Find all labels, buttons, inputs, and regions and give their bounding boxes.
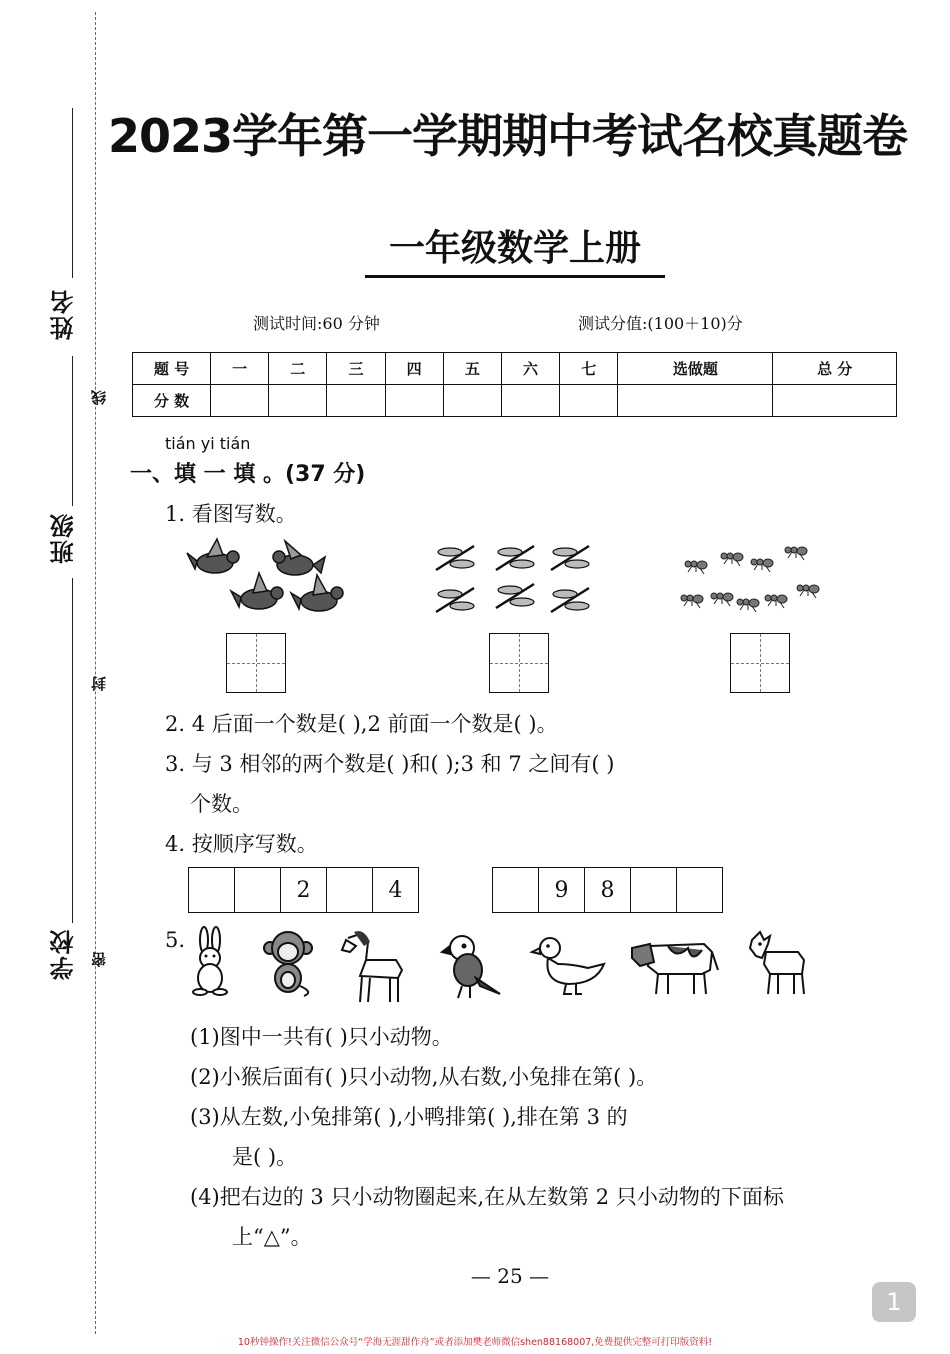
sequence-cell[interactable] xyxy=(235,868,281,912)
score-table-cell: 四 xyxy=(385,353,443,385)
number-sequence-1 xyxy=(188,867,419,913)
name-write-line xyxy=(72,108,73,278)
sequence-cell[interactable] xyxy=(327,868,373,912)
score-table-cell: 一 xyxy=(211,353,269,385)
answer-box-birds[interactable] xyxy=(226,633,286,693)
score-table-cell: 分 数 xyxy=(133,385,211,417)
score-input-cell[interactable] xyxy=(327,385,385,417)
dragonfly-icon xyxy=(430,540,595,620)
question-2: 2. 4 后面一个数是( ),2 前面一个数是( )。 xyxy=(165,712,558,736)
section1-pinyin: tián yi tián xyxy=(165,434,251,453)
score-input-cell[interactable] xyxy=(618,385,773,417)
number-sequence-2 xyxy=(492,867,723,913)
section1-heading: 一、填 一 填 。(37 分) xyxy=(130,462,366,487)
sequence-cell[interactable] xyxy=(631,868,677,912)
seal-char: 封 xyxy=(90,676,108,691)
binding-dashed-line xyxy=(95,12,96,1334)
sequence-cell: 4 xyxy=(388,877,403,903)
sequence-cell: 2 xyxy=(281,868,327,912)
score-table-cell: 三 xyxy=(327,353,385,385)
score-table-cell: 总 分 xyxy=(773,353,897,385)
question-3: 3. 与 3 相邻的两个数是( )和( );3 和 7 之间有( ) xyxy=(165,752,615,776)
line-char: 线 xyxy=(90,390,108,405)
question-3-cont: 个数。 xyxy=(190,792,253,816)
sequence-cell[interactable] xyxy=(493,868,539,912)
score-input-cell[interactable] xyxy=(269,385,327,417)
question-5-3: (3)从左数,小兔排第( ),小鸭排第( ),排在第 3 的 xyxy=(190,1105,628,1129)
score-input-cell[interactable] xyxy=(773,385,897,417)
test-time: 测试时间:60 分钟 xyxy=(253,314,380,333)
monkey-icon xyxy=(260,930,316,998)
question-4: 4. 按顺序写数。 xyxy=(165,832,318,856)
score-table-header-row xyxy=(133,353,897,385)
score-table-cell: 选做题 xyxy=(618,353,773,385)
question-5-4: (4)把右边的 3 只小动物圈起来,在从左数第 2 只小动物的下面标 xyxy=(190,1185,784,1209)
score-table-cell: 五 xyxy=(443,353,501,385)
score-input-cell[interactable] xyxy=(211,385,269,417)
class-label: 班级 xyxy=(50,512,78,564)
bird-icon xyxy=(185,535,355,625)
question-5-2: (2)小猴后面有( )只小动物,从右数,小兔排在第( )。 xyxy=(190,1065,658,1089)
secret-char: 密 xyxy=(90,952,108,967)
horse-icon xyxy=(340,928,410,1006)
score-table xyxy=(132,352,897,417)
question-5-4-cont: 上“△”。 xyxy=(232,1225,312,1249)
duck-icon xyxy=(532,934,608,998)
score-table-cell: 六 xyxy=(501,353,559,385)
cow-icon xyxy=(628,930,720,998)
answer-box-ants[interactable] xyxy=(730,633,790,693)
score-input-cell[interactable] xyxy=(560,385,618,417)
score-table-score-row xyxy=(133,385,897,417)
name-label: 姓名 xyxy=(50,288,78,340)
sequence-cell[interactable] xyxy=(189,868,235,912)
footer-note: 10秒钟操作!关注微信公众号“学海无涯甜作舟”或者添加樊老师微信shen88168007,免费提供完整可打印版资料! xyxy=(237,1337,713,1348)
sequence-cell: 8 xyxy=(585,868,631,912)
score-table-cell: 题 号 xyxy=(133,353,211,385)
page-number: — 25 — xyxy=(470,1264,550,1288)
question-1: 1. 看图写数。 xyxy=(165,502,297,526)
exam-subtitle: 一年级数学上册 xyxy=(365,220,665,278)
score-input-cell[interactable] xyxy=(443,385,501,417)
ant-icon xyxy=(680,540,825,620)
answer-box-dragonflies[interactable] xyxy=(489,633,549,693)
score-input-cell[interactable] xyxy=(501,385,559,417)
score-input-cell[interactable] xyxy=(385,385,443,417)
test-score: 测试分值:(100＋10)分 xyxy=(578,314,743,333)
class-write-line xyxy=(72,578,73,923)
score-table-cell: 七 xyxy=(560,353,618,385)
score-table-cell: 二 xyxy=(269,353,327,385)
sequence-cell[interactable] xyxy=(677,868,722,912)
question-5-1: (1)图中一共有( )只小动物。 xyxy=(190,1025,453,1049)
goat-icon xyxy=(748,930,808,998)
rabbit-icon xyxy=(186,926,238,998)
parrot-icon xyxy=(440,932,504,1002)
question-5-3-cont: 是( )。 xyxy=(232,1145,298,1169)
sequence-cell: 9 xyxy=(539,868,585,912)
exam-title: 2023学年第一学期期中考试名校真题卷 xyxy=(108,109,908,163)
school-label: 学校 xyxy=(50,928,78,980)
page-badge[interactable]: 1 xyxy=(872,1282,916,1322)
name-write-line-2 xyxy=(72,356,73,506)
question-5: 5. xyxy=(165,928,186,952)
